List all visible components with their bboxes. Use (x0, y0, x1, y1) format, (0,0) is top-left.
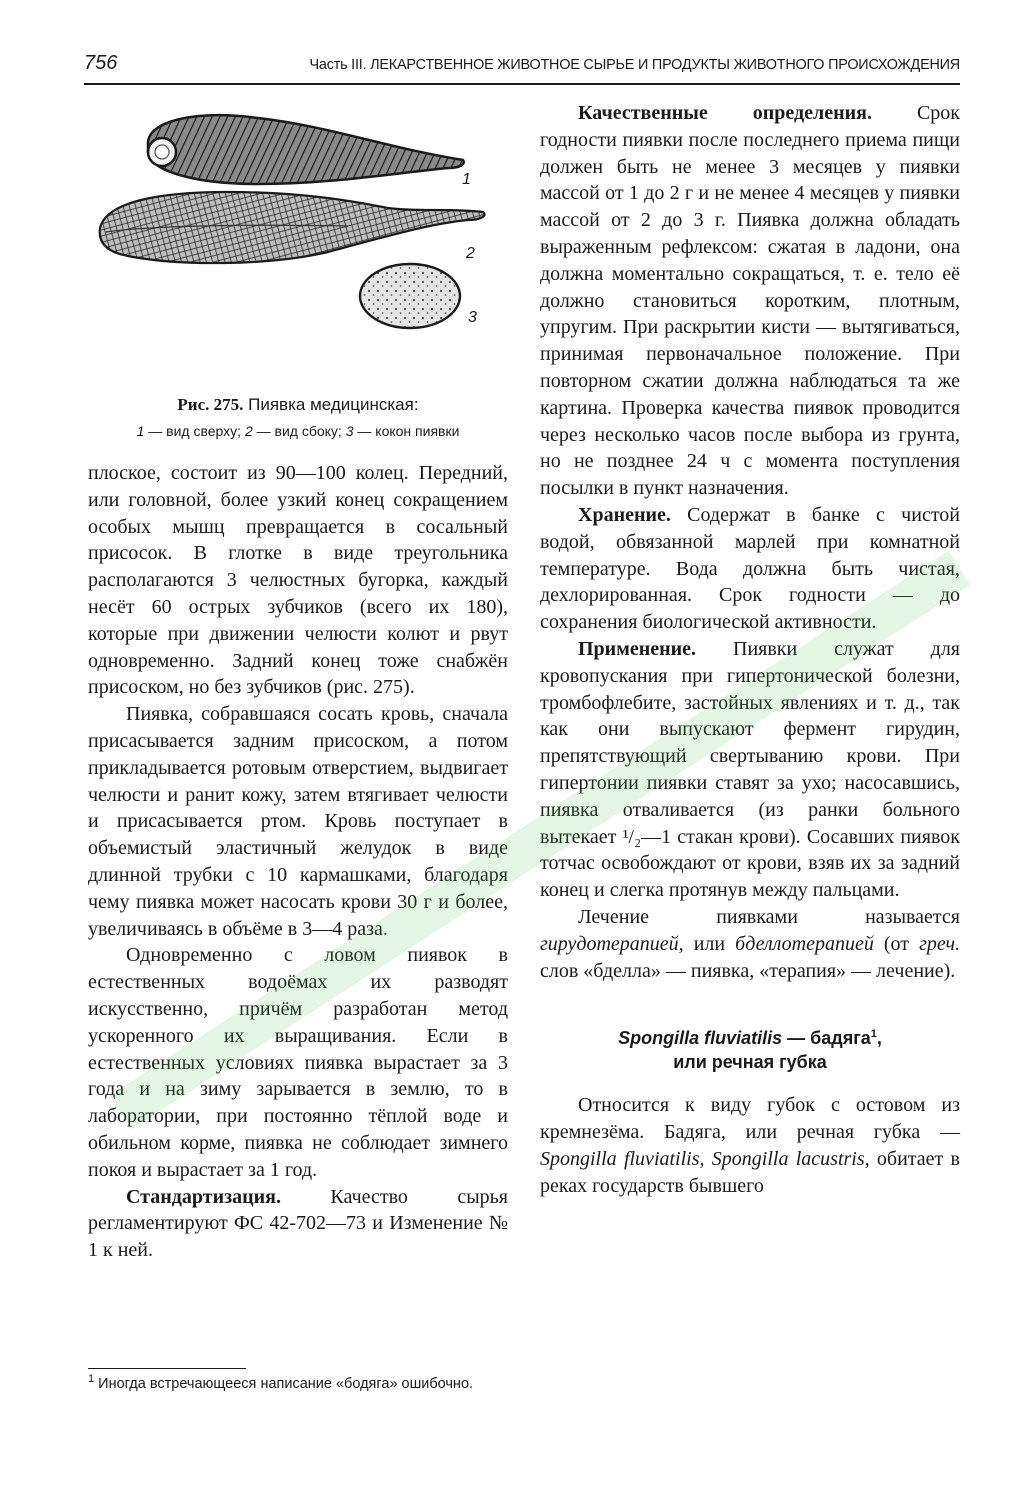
footnote (88, 1373, 960, 1392)
hirudo-term-1: гирудотерапией, (540, 932, 684, 955)
badyaga-text-a: Относится к виду губок с остовом из кремнезёма. Бадяга, или речная губка — (540, 1094, 960, 1144)
footnote-text: Иногда встречающееся написание «бодяга» ошибочно. (98, 1376, 474, 1392)
caption-label: Рис. 275. (177, 395, 244, 414)
leech-cocoon (360, 264, 477, 328)
hirudo-term-2: бделлотерапией (735, 932, 874, 955)
storage-heading: Хранение. (578, 503, 671, 526)
right-paragraph-badyaga (540, 1092, 960, 1199)
standardization-text: Качество сырья регламентируют ФС 42-702—73 и Изменение № 1 к ней. (88, 1185, 508, 1262)
right-paragraph-storage (540, 502, 960, 636)
right-paragraph-application (540, 636, 960, 904)
hirudo-greek: греч. (919, 932, 961, 955)
figure-label-2: 2 (466, 245, 475, 262)
badyaga-text-b: обитает в реках государств бывшего (540, 1147, 961, 1197)
figure-label-1: 1 (462, 171, 471, 188)
section-title-dash: — бадяга (787, 1028, 871, 1049)
section-title-line-2: или речная губка (673, 1052, 827, 1073)
application-text-b: —1 стакан крови). Сосавших пиявок тотчас освобождают от крови, взяв их за задний конец и слегка протянув между пальцами. (540, 825, 960, 902)
hirudo-text-b: или (693, 932, 726, 955)
quality-text: Срок годности пиявки после последнего приема пищи должен быть не менее 3 месяцев у пиявки массой от 1 до 2 г и не менее 4 месяцев у пиявки массой от 2 до 3 г. Пиявка должна обладать выраженным рефлексом: сжатая в ладони, она должна моментально сокращаться, т. е. тело её должно становиться коротким, плотным, упругим. При раскрытии кисти — вытягиваться, принимая первоначальное положение. При повторном сжатии должна наблюдаться та же картина. Проверка качества пиявок проводится через несколько часов после выбора из грунта, но не позднее 24 ч с момента поступления посылки в пункт назначения. (540, 102, 960, 500)
caption-text-2: — вид сбоку; (256, 423, 342, 439)
section-title-latin: Spongilla fluviatilis (618, 1028, 783, 1049)
left-paragraph-standardization (88, 1184, 508, 1264)
figure-caption (88, 392, 508, 444)
application-heading: Применение. (578, 637, 697, 660)
section-title-footnote-ref: 1 (870, 1028, 877, 1041)
left-paragraph-2: Пиявка, собравшаяся сосать кровь, сначала присасывается задним присоском, а потом прикладывается ротовым отверстием, выдвигает челюсти и ранит кожу, затем втягивает челюсти и присасывается ртом. Кровь поступает в объемистый эластичный желудок в виде длинной трубки с 10 кармашками, благодаря чему пиявка может насосать крови 30 г и более, увеличиваясь в объёме в 3—4 раза. (88, 703, 508, 940)
running-title: Часть III. ЛЕКАРСТВЕННОЕ ЖИВОТНОЕ СЫРЬЕ И ПРОДУКТЫ ЖИВОТНОГО ПРОИСХОЖДЕНИЯ (309, 57, 960, 73)
left-column (88, 100, 508, 1264)
caption-num-1: 1 (136, 423, 145, 439)
storage-text: Содержат в банке с чистой водой, обвязанной марлей при комнатной температуре. Вода должна быть чистая, дехлорированная. Срок годности — до сохранения биологической активности. (540, 503, 960, 634)
caption-title: Пиявка медицинская: (248, 395, 419, 414)
caption-num-3: 3 (345, 423, 354, 439)
application-text-a: Пиявки служат для кровопускания при гипертонической болезни, тромбофлебите, застойных явлениях и т. д., так как они выпускают фермент гирудин, препятствующий свертыванию крови. При гипертонии пиявки ставят за ухо; насосавшись, пиявка отваливается (из ранки больного вытекает (540, 637, 961, 848)
badyaga-latin: Spongilla fluviatilis, Spongilla lacustris, (540, 1147, 870, 1170)
figure-label-3: 3 (468, 309, 477, 326)
standardization-heading: Стандартизация. (126, 1185, 281, 1208)
leech-illustration (88, 100, 508, 392)
application-fraction: ¹/₂ (622, 825, 642, 848)
section-title-comma: , (876, 1028, 882, 1049)
caption-num-2: 2 (244, 423, 253, 439)
section-title-badyaga (540, 1026, 960, 1074)
running-head (84, 52, 960, 85)
page-number: 756 (84, 52, 118, 74)
hirudo-text-a: Лечение пиявками называется (578, 905, 960, 928)
hirudo-text-d: слов «бделла» — пиявка, «терапия» — лечение). (540, 959, 956, 982)
caption-text-3: — кокон пиявки (357, 423, 460, 439)
left-paragraph-3: Одновременно с ловом пиявок в естественных водоёмах их разводят искусственно, причём разработан метод ускоренного их выращивания. Если в естественных условиях пиявка вырастает за 3 года и на зиму зарывается в землю, то в лаборатории, при постоянно тёплой воде и обильном корме, пиявка не соблюдает зимнего покоя и вырастает за 1 год. (88, 944, 508, 1181)
leech-figure (88, 100, 508, 392)
leech-top-view (148, 115, 471, 188)
footnote-marker: 1 (88, 1373, 95, 1386)
right-paragraph-hirudotherapy (540, 904, 960, 984)
footnote-rule (88, 1368, 246, 1369)
left-paragraph-1: плоское, состоит из 90—100 колец. Передний, или головной, более узкий конец сокращением особых мышц превращается в сосальный присосок. В глотке в виде треугольника располагаются 3 челюстных бугорка, каждый несёт 60 острых зубчиков (всего их 180), которые при движении челюсти колют и рвут одновременно. Задний конец тоже снабжён присоском, но без зубчиков (рис. 275). (88, 462, 508, 699)
leech-side-view (100, 192, 485, 263)
right-paragraph-quality (540, 100, 960, 502)
right-column (540, 100, 960, 1199)
caption-text-1: — вид сверху; (148, 423, 242, 439)
hirudo-text-c: (от (883, 932, 910, 955)
quality-heading: Качественные определения. (578, 102, 872, 124)
